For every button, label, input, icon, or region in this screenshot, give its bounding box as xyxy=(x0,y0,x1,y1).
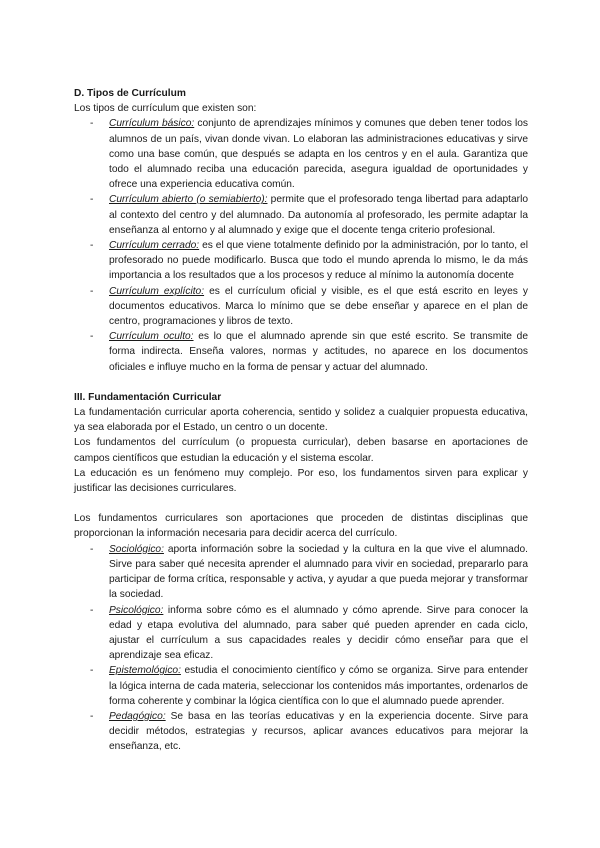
list-item-sociologico xyxy=(74,542,528,603)
term-description: es lo que el alumnado aprende sin que esté escrito. Se transmite de forma indirecta. Enseña valores, normas y actitudes, no aparece en los documentos oficiales e influye mucho en la forma de pensar y actuar del alumnado. xyxy=(109,331,528,373)
fundamentos-list xyxy=(74,542,528,755)
paragraph: Los fundamentos del currículum (o propuesta curricular), deben basarse en aportaciones de campos científicos que estudian la educación y el sistema escolar. xyxy=(74,437,528,464)
curriculum-types-list xyxy=(74,116,528,374)
dash-bullet: - xyxy=(90,285,94,297)
dash-bullet: - xyxy=(90,118,94,130)
term-description: es el que viene totalmente definido por la administración, por lo tanto, el profesorado no puede modificarlo. Busca que todo el mundo aprenda lo mismo, le da más importancia a los resultados que a los procesos y reduce al mínimo la autonomía docente xyxy=(109,240,528,282)
list-item-curriculum-abierto xyxy=(74,192,528,238)
fundamentos-intro: Los fundamentos curriculares son aportaciones que proceden de distintas disciplinas que proporcionan la información necesaria para decidir acerca del currículo. xyxy=(74,513,528,540)
term-label: Currículum oculto: xyxy=(109,331,194,343)
list-item-curriculum-oculto xyxy=(74,329,528,375)
dash-bullet: - xyxy=(90,331,94,343)
term-label: Currículum cerrado: xyxy=(109,240,200,252)
spacer xyxy=(74,375,528,390)
term-description: es el currículum oficial y visible, es el que está escrito en leyes y documentos educativos. Marca lo mínimo que se debe enseñar y aparece en el plan de centro, programaciones y libros de texto. xyxy=(109,285,528,328)
dash-bullet: - xyxy=(90,543,94,555)
section-d-heading: D. Tipos de Currículum xyxy=(74,88,186,99)
dash-bullet: - xyxy=(90,604,94,616)
dash-bullet: - xyxy=(90,240,94,252)
term-label: Currículum abierto (o semiabierto): xyxy=(109,194,268,206)
spacer xyxy=(74,496,528,511)
term-label: Sociológico: xyxy=(109,543,164,555)
list-item-epistemologico xyxy=(74,663,528,709)
term-description: aporta información sobre la sociedad y la cultura en la que vive el alumnado. Sirve para saber qué necesita aprender el alumnado para vivir en sociedad, prepararlo para participar de forma crítica, responsable y activa, y ayudar a que pueda mejorar y transformar la sociedad. xyxy=(109,543,528,601)
list-item-curriculum-basico xyxy=(74,116,528,192)
section-d-intro: Los tipos de currículum que existen son: xyxy=(74,103,257,115)
list-item-curriculum-cerrado xyxy=(74,238,528,284)
term-label: Epistemológico: xyxy=(109,665,181,677)
page-content xyxy=(74,86,528,755)
list-item-curriculum-explicito xyxy=(74,284,528,330)
term-description: estudia el conocimiento científico y cómo se organiza. Sirve para entender la lógica interna de cada materia, seleccionar los contenidos más importantes, ordenarlos de forma coherente y combinar la lógica científica con lo que el alumnado puede aprender. xyxy=(109,665,528,707)
paragraph: La educación es un fenómeno muy complejo. Por eso, los fundamentos sirven para explicar y justificar las decisiones curriculares. xyxy=(74,467,528,495)
paragraph: La fundamentación curricular aporta coherencia, sentido y solidez a cualquier propuesta educativa, ya sea elaborada por el Estado, un centro o un docente. xyxy=(74,407,528,434)
term-label: Currículum explícito: xyxy=(109,285,205,297)
dash-bullet: - xyxy=(90,194,94,206)
term-description: Se basa en las teorías educativas y en la experiencia docente. Sirve para decidir métodos, estrategias y recursos, aplicar avances educativos para mejorar la enseñanza, etc. xyxy=(109,710,528,753)
term-label: Currículum básico: xyxy=(109,118,195,130)
dash-bullet: - xyxy=(90,665,94,677)
term-label: Pedagógico: xyxy=(109,710,166,722)
term-description: permite que el profesorado tenga libertad para adaptarlo al contexto del centro y del alumnado. Da autonomía al profesorado, les permite adaptar la enseñanza al entorno y al alumnado y exige que el docente tenga criterio profesional. xyxy=(109,194,528,236)
list-item-pedagogico xyxy=(74,709,528,755)
term-description: informa sobre cómo es el alumnado y cómo aprende. Sirve para conocer la edad y etapa evolutiva del alumnado, para saber qué pueden aprender en cada ciclo, ajustar el currículum a sus capacidades reales y decidir cómo enseñar para que el aprendizaje sea eficaz. xyxy=(109,604,528,662)
list-item-psicologico xyxy=(74,603,528,664)
term-description: conjunto de aprendizajes mínimos y comunes que deben tener todos los alumnos de un país, vivan donde vivan. Lo elaboran las administraciones educativas y sirve como una base común, que después se adapta en los centros y en el aula. Garantiza que todo el alumnado reciba una educación parecida, asegura igualdad de oportunidades y ofrece una experiencia educativa común. xyxy=(109,118,528,191)
section-iii-heading: III. Fundamentación Curricular xyxy=(74,391,222,403)
dash-bullet: - xyxy=(90,710,94,722)
term-label: Psicológico: xyxy=(109,604,164,616)
